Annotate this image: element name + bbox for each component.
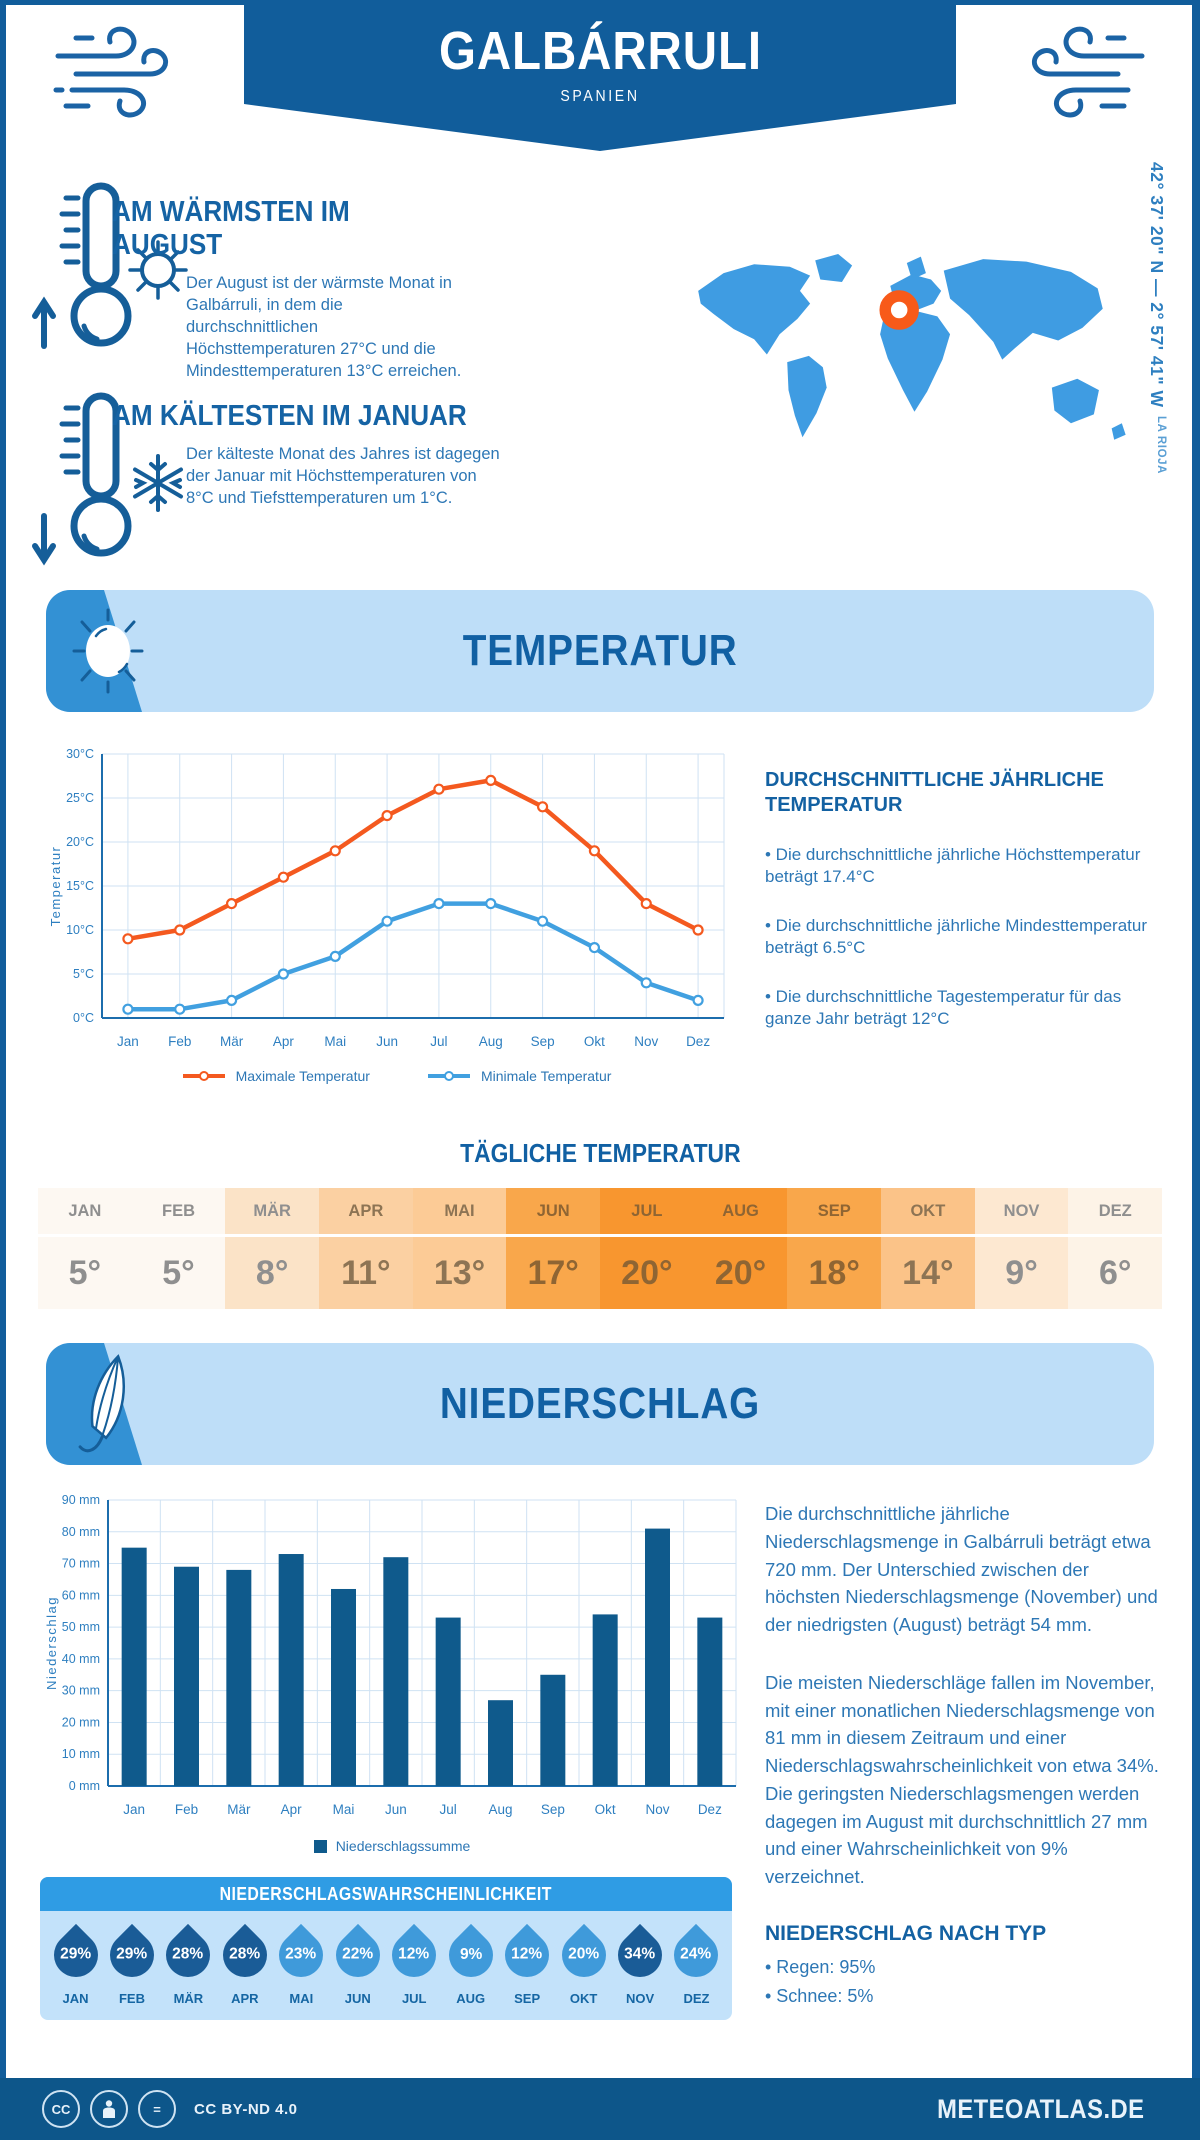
temperature-sidebar [765,768,1165,1057]
probability-drop [500,1917,555,2006]
temperature-sidebar-heading: DURCHSCHNITTLICHE JÄHRLICHE TEMPERATUR [765,769,1104,816]
month-label: JUL [600,1188,694,1237]
temperature-bullet: • Die durchschnittliche jährliche Höchsttemperatur beträgt 17.4°C [765,845,1141,887]
probability-drop [48,1917,103,2006]
raindrop-icon: 12% [383,1924,445,1986]
coldest-body: Der kälteste Monat des Jahres ist dagegen der Januar mit Höchsttemperaturen von 8°C und Tiefsttemperaturen um 1°C. [186,445,500,508]
warmest-section [112,196,472,383]
daily-temp-column [1068,1188,1162,1309]
daily-temp-column [506,1188,600,1309]
raindrop-icon: 23% [270,1924,332,1986]
probability-drop [613,1917,668,2006]
probability-drop [443,1917,498,2006]
svg-text:60 mm: 60 mm [61,1588,100,1603]
daily-temp-column [787,1188,881,1309]
daily-temp-column [694,1188,788,1309]
month-label: NOV [975,1188,1069,1237]
svg-text:Mär: Mär [227,1802,251,1817]
daily-temp-column [975,1188,1069,1309]
svg-text:0°C: 0°C [73,1011,94,1025]
daily-temp-column [38,1188,132,1309]
svg-text:Jun: Jun [384,1802,407,1817]
coldest-section [112,400,512,509]
svg-text:Nov: Nov [645,1802,670,1817]
month-label: MÄR [173,1991,204,2006]
temperature-value: 5° [38,1237,132,1309]
daily-temp-column [413,1188,507,1309]
month-label: JAN [62,1991,89,2006]
page-subtitle: SPANIEN [560,88,640,105]
svg-text:Feb: Feb [168,1034,192,1049]
svg-text:Temperatur: Temperatur [48,845,63,927]
svg-text:20 mm: 20 mm [61,1715,100,1730]
month-label: DEZ [1068,1188,1162,1237]
daily-temp-column [319,1188,413,1309]
probability-drop [330,1917,385,2006]
temperature-value: 9° [975,1237,1069,1309]
svg-text:Apr: Apr [272,1034,294,1049]
month-label: FEB [132,1188,226,1237]
temperature-banner-title: TEMPERATUR [462,626,738,675]
month-label: OKT [569,1991,598,2006]
svg-text:0 mm: 0 mm [68,1779,100,1793]
precipitation-chart-legend [42,1838,742,1854]
svg-text:Dez: Dez [697,1802,722,1817]
svg-text:80 mm: 80 mm [61,1524,100,1539]
precipitation-banner-title: NIEDERSCHLAG [439,1379,761,1428]
sun-icon [64,598,150,704]
svg-text:Jul: Jul [439,1802,457,1817]
raindrop-icon: 9% [440,1924,502,1986]
daily-temp-column [132,1188,226,1309]
temperature-value: 13° [413,1237,507,1309]
temperature-value: 6° [1068,1237,1162,1309]
left-border [0,0,6,2140]
page-title: GALBÁRRULI [438,21,762,81]
wind-icon [1022,22,1148,118]
svg-text:Jun: Jun [376,1034,398,1049]
raindrop-icon: 28% [157,1924,219,1986]
header-banner [244,0,956,104]
temperature-chart-legend [46,1068,746,1084]
svg-text:70 mm: 70 mm [61,1556,100,1571]
svg-text:Nov: Nov [634,1034,659,1049]
svg-text:5°C: 5°C [73,967,94,981]
month-label: APR [319,1188,413,1237]
probability-heading: NIEDERSCHLAGSWAHRSCHEINLICHKEIT [40,1877,732,1911]
probability-drop [161,1917,216,2006]
precipitation-paragraph: Die durchschnittliche jährliche Niederschlagsmenge in Galbárruli beträgt etwa 720 mm. Der Unterschied zwischen der höchsten Niederschlagsmenge (November) und der niedrigsten (August) beträgt 54 mm. [765,1503,1158,1635]
precipitation-type-bullet: • Schnee: 5% [765,1986,874,2006]
location-marker [885,296,913,324]
svg-text:Mai: Mai [324,1034,347,1049]
svg-text:Jan: Jan [123,1802,146,1817]
svg-text:10°C: 10°C [66,923,94,937]
probability-drop [217,1917,272,2006]
umbrella-icon [64,1351,150,1463]
precipitation-bar-chart [42,1488,752,1826]
svg-text:Aug: Aug [488,1802,513,1817]
svg-text:30°C: 30°C [66,747,94,761]
svg-text:Aug: Aug [478,1034,503,1049]
precipitation-banner [46,1343,1154,1465]
wind-icon [52,22,178,118]
raindrop-icon: 29% [44,1924,106,1986]
raindrop-icon: 34% [609,1924,671,1986]
probability-drop [556,1917,611,2006]
svg-text:Apr: Apr [280,1802,302,1817]
probability-drop [104,1917,159,2006]
svg-text:Jan: Jan [117,1034,139,1049]
month-label: JUN [506,1188,600,1237]
right-border [1192,0,1200,2140]
raindrop-icon: 28% [214,1924,276,1986]
precipitation-type-bullet: • Regen: 95% [765,1957,876,1977]
probability-drop [669,1917,724,2006]
svg-text:Mär: Mär [219,1034,244,1049]
daily-temp-column [225,1188,319,1309]
temperature-line-chart [46,740,746,1062]
temperature-bullet: • Die durchschnittliche Tagestemperatur für das ganze Jahr beträgt 12°C [765,986,1122,1029]
equals-icon: = [138,2090,176,2128]
region-label: LA RIOJA [1155,415,1167,474]
svg-text:Okt: Okt [594,1802,616,1817]
temperature-value: 18° [787,1237,881,1309]
svg-text:10 mm: 10 mm [61,1747,100,1762]
temperature-value: 20° [694,1237,788,1309]
raindrop-icon: 12% [496,1924,558,1986]
daily-temperature-table [38,1188,1162,1309]
svg-text:15°C: 15°C [66,879,94,893]
month-label: APR [231,1991,259,2006]
month-label: DEZ [683,1991,710,2006]
month-label: MÄR [225,1188,319,1237]
temperature-value: 11° [319,1237,413,1309]
temperature-value: 17° [506,1237,600,1309]
probability-drops [40,1917,732,2006]
site-name: METEOATLAS.DE [936,2093,1144,2124]
month-label: MAI [289,1991,314,2006]
month-label: FEB [118,1991,145,2006]
temperature-value: 8° [225,1237,319,1309]
month-label: AUG [694,1188,788,1237]
raindrop-icon: 22% [327,1924,389,1986]
footer [0,2078,1200,2140]
svg-text:Mai: Mai [332,1802,355,1817]
cc-icon: CC [42,2090,80,2128]
precipitation-paragraph: Die meisten Niederschläge fallen im November, mit einer monatlichen Niederschlagsmenge von 81 mm in diesem Zeitraum und einer Niederschlagswahrscheinlichkeit von etwa 34%. Die geringsten Niederschlagsmengen werden dagegen im August mit durchschnittlich 27 mm und einer Wahrscheinlichkeit von 9% verzeichnet. [765,1671,1159,1887]
month-label: NOV [625,1991,655,2006]
temperature-value: 5° [132,1237,226,1309]
svg-text:Jul: Jul [430,1034,448,1049]
raindrop-icon: 24% [665,1924,727,1986]
temperature-value: 20° [600,1237,694,1309]
legend-item: Niederschlagssumme [314,1838,471,1854]
month-label: JUN [344,1991,371,2006]
daily-temp-column [600,1188,694,1309]
license-label: CC BY-ND 4.0 [194,2100,298,2118]
temperature-bullet: • Die durchschnittliche jährliche Mindesttemperatur beträgt 6.5°C [765,915,1148,958]
svg-text:40 mm: 40 mm [61,1651,100,1666]
legend-item: Minimale Temperatur [426,1068,611,1084]
month-label: SEP [787,1188,881,1237]
svg-text:Sep: Sep [530,1034,555,1049]
svg-text:Sep: Sep [540,1802,565,1817]
svg-text:Dez: Dez [686,1034,711,1049]
month-label: SEP [514,1991,541,2006]
precipitation-type-heading: NIEDERSCHLAG NACH TYP [765,1921,1047,1945]
probability-drop [387,1917,442,2006]
raindrop-icon: 20% [552,1924,614,1986]
person-icon [90,2090,128,2128]
coldest-heading: AM KÄLTESTEN IM JANUAR [112,400,467,432]
month-label: OKT [881,1188,975,1237]
coordinates-text: 42° 37' 20" N — 2° 57' 41" W [1147,162,1167,408]
coordinates [1146,162,1167,592]
svg-text:90 mm: 90 mm [61,1493,100,1507]
svg-text:30 mm: 30 mm [61,1683,100,1698]
svg-text:20°C: 20°C [66,835,94,849]
precipitation-probability-panel [40,1877,732,2020]
temperature-value: 14° [881,1237,975,1309]
warmest-heading: AM WÄRMSTEN IM AUGUST [112,196,350,261]
legend-item: Maximale Temperatur [181,1068,370,1084]
svg-text:Okt: Okt [583,1034,605,1049]
svg-text:25°C: 25°C [66,791,94,805]
month-label: JUL [401,1991,427,2006]
warmest-body: Der August ist der wärmste Monat in Galbárruli, in dem die durchschnittlichen Höchsttemperaturen 27°C und die Mindesttemperaturen 13°C erreichen. [186,274,462,381]
temperature-banner [46,590,1154,712]
daily-temperature-heading: TÄGLICHE TEMPERATUR [459,1138,741,1168]
month-label: MAI [413,1188,507,1237]
precipitation-sidebar [765,1500,1165,2015]
world-map [688,232,1146,472]
daily-temp-column [881,1188,975,1309]
svg-text:50 mm: 50 mm [61,1620,100,1635]
month-label: AUG [456,1991,486,2006]
month-label: JAN [38,1188,132,1237]
svg-text:Niederschlag: Niederschlag [44,1596,59,1690]
svg-text:Feb: Feb [174,1802,199,1817]
raindrop-icon: 29% [101,1924,163,1986]
probability-drop [274,1917,329,2006]
